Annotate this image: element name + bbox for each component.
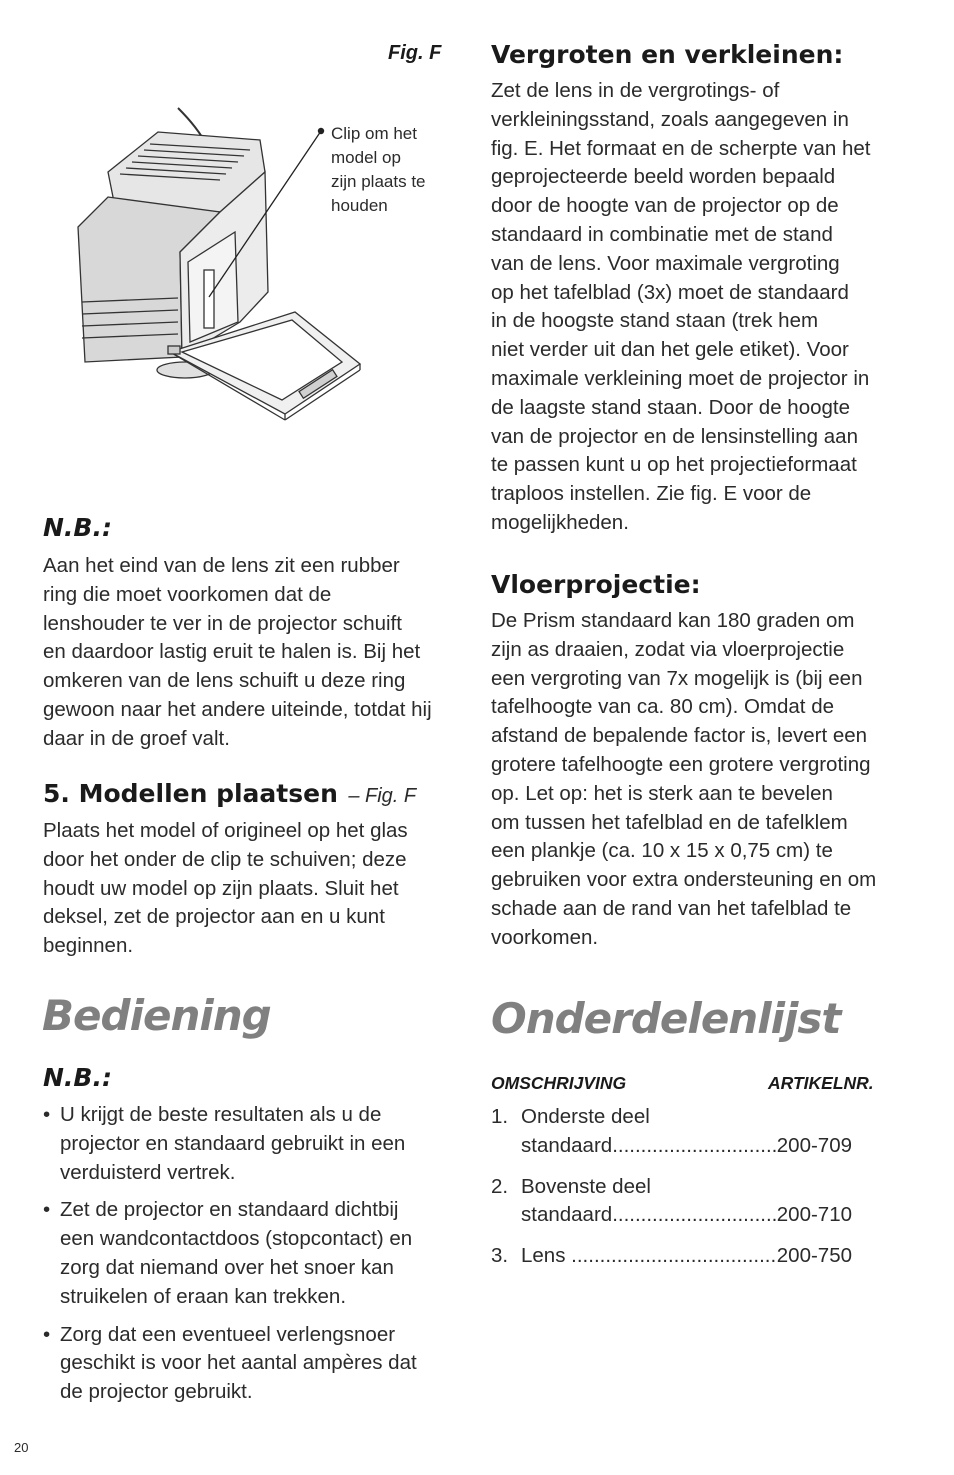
part-description: Lens (521, 1244, 572, 1268)
part-description-cont: standaard (521, 1203, 613, 1227)
nb-heading-2: N.B.: (43, 1063, 112, 1092)
text-line: gewoon naar het andere uiteinde, totdat hij (43, 697, 432, 721)
text-line: op het tafelblad (3x) moet de standaard (491, 280, 849, 304)
text-line: verkleiningsstand, zoals aangegeven in (491, 107, 849, 131)
text-line: en daardoor lastig eruit te halen is. Bij het (43, 640, 421, 664)
figure-caption (331, 122, 471, 218)
part-fill-line (521, 1201, 852, 1230)
text-line: geschikt is voor het aantal ampères dat (60, 1351, 417, 1375)
text-line: door de hoogte van de projector op de (491, 194, 839, 218)
models-heading-text: 5. Modellen plaatsen (43, 779, 338, 808)
parts-col-description: OMSCHRIJVING (491, 1073, 627, 1093)
text-line: deksel, zet de projector aan en u kunt (43, 905, 385, 929)
text-line: op. Let op: het is sterk aan te bevelen (491, 781, 833, 805)
text-line: van de lens. Voor maximale vergroting (491, 251, 840, 275)
operation-bullet-list (43, 1101, 473, 1416)
bullet-item (43, 1321, 473, 1407)
parts-row (491, 1173, 852, 1231)
leader-dots (571, 1242, 777, 1271)
parts-row (491, 1103, 852, 1161)
text-line: een wandcontactdoos (stopcontact) en (60, 1227, 413, 1251)
text-line: geprojecteerde beeld worden bepaald (491, 165, 836, 189)
figure-label: Fig. F (388, 42, 442, 64)
part-number: 2. (491, 1174, 509, 1198)
text-line: omkeren van de lens schuift u deze ring (43, 669, 406, 693)
text-line: • U krijgt de beste resultaten als u de (60, 1103, 382, 1126)
text-line: van de projector en de lensinstelling aan (491, 424, 858, 448)
models-paragraph (43, 817, 473, 961)
leader-dots (612, 1132, 777, 1161)
text-line: zorg dat niemand over het snoer kan (60, 1255, 394, 1279)
text-line: de laagste stand staan. Door de hoogte (491, 395, 851, 419)
text-line: maximale verkleining moet de projector in (491, 366, 870, 390)
floor-heading: Vloerprojectie: (491, 570, 701, 599)
text-line: • Zet de projector en standaard dichtbij (60, 1198, 399, 1222)
zoom-heading: Vergroten en verkleinen: (491, 40, 844, 69)
text-line: traploos instellen. Zie fig. E voor de (491, 482, 812, 506)
text-line: grotere tafelhoogte een grotere vergroting (491, 752, 871, 776)
text-line: voorkomen. (491, 925, 599, 949)
part-article-number: 200-710 (776, 1203, 852, 1227)
text-line: houdt uw model op zijn plaats. Sluit het (43, 876, 399, 900)
text-line: lenshouder te ver in de projector schuift (43, 611, 402, 635)
parts-row (491, 1242, 852, 1271)
caption-line: Clip om het (331, 124, 417, 143)
floor-paragraph (491, 607, 931, 953)
parts-heading: Onderdelenlijst (491, 994, 841, 1043)
text-line: Zet de lens in de vergrotings- of (491, 79, 780, 102)
text-line: niet verder uit dan het gele etiket). Voor (491, 338, 849, 362)
text-line: gebruiken voor extra ondersteuning en om (491, 868, 877, 892)
text-line: tafelhoogte van ca. 80 cm). Omdat de (491, 695, 834, 719)
leader-dots (612, 1201, 777, 1230)
text-line: de projector gebruikt. (60, 1380, 253, 1404)
nb-heading: N.B.: (43, 513, 112, 542)
text-line: projector en standaard gebruikt in een (60, 1131, 406, 1155)
text-line: Aan het eind van de lens zit een rubber (43, 554, 400, 577)
text-line: te passen kunt u op het projectieformaat (491, 453, 857, 477)
text-line: een vergroting van 7x mogelijk is (bij een (491, 666, 863, 690)
models-heading-ref: – Fig. F (348, 785, 417, 807)
text-line: standaard in combinatie met de stand (491, 222, 833, 246)
caption-pointer (205, 125, 325, 305)
caption-line: zijn plaats te (331, 172, 426, 191)
text-line: ring die moet voorkomen dat de (43, 582, 332, 606)
text-line: verduisterd vertrek. (60, 1160, 236, 1184)
part-description: Bovenste deel (521, 1174, 651, 1198)
text-line: beginnen. (43, 934, 134, 958)
part-number: 3. (491, 1244, 509, 1268)
models-heading (43, 779, 416, 808)
text-line: De Prism standaard kan 180 graden om (491, 609, 855, 632)
part-description: Onderste deel (521, 1105, 650, 1128)
text-line: fig. E. Het formaat en de scherpte van het (491, 136, 871, 160)
text-line: daar in de groef valt. (43, 726, 230, 750)
text-line: door het onder de clip te schuiven; deze (43, 847, 407, 871)
text-line: om tussen het tafelblad en de tafelklem (491, 810, 848, 834)
bullet-item (43, 1196, 473, 1311)
text-line: een plankje (ca. 10 x 15 x 0,75 cm) te (491, 839, 833, 863)
part-article-number: 200-750 (776, 1244, 852, 1268)
zoom-paragraph (491, 77, 931, 538)
text-line: • Zorg dat een eventueel verlengsnoer (60, 1322, 396, 1346)
parts-list (491, 1103, 852, 1271)
nb-paragraph (43, 552, 473, 754)
caption-line: model op (331, 148, 401, 167)
parts-col-article: ARTIKELNR. (768, 1073, 874, 1093)
operation-heading: Bediening (42, 991, 271, 1040)
text-line: in de hoogste stand staan (trek hem (491, 309, 819, 333)
part-fill-line (521, 1242, 852, 1271)
page-number: 20 (14, 1440, 29, 1455)
text-line: afstand de bepalende factor is, levert een (491, 724, 868, 748)
text-line: mogelijkheden. (491, 510, 629, 534)
text-line: struikelen of eraan kan trekken. (60, 1284, 347, 1308)
part-number: 1. (491, 1105, 509, 1128)
part-article-number: 200-709 (776, 1133, 852, 1157)
text-line: schade aan de rand van het tafelblad te (491, 896, 852, 920)
caption-line: houden (331, 196, 388, 215)
part-description-cont: standaard (521, 1133, 613, 1157)
part-fill-line (521, 1132, 852, 1161)
text-line: zijn as draaien, zodat via vloerprojectie (491, 637, 845, 661)
text-line: Plaats het model of origineel op het glas (43, 819, 408, 842)
bullet-item (43, 1101, 473, 1187)
